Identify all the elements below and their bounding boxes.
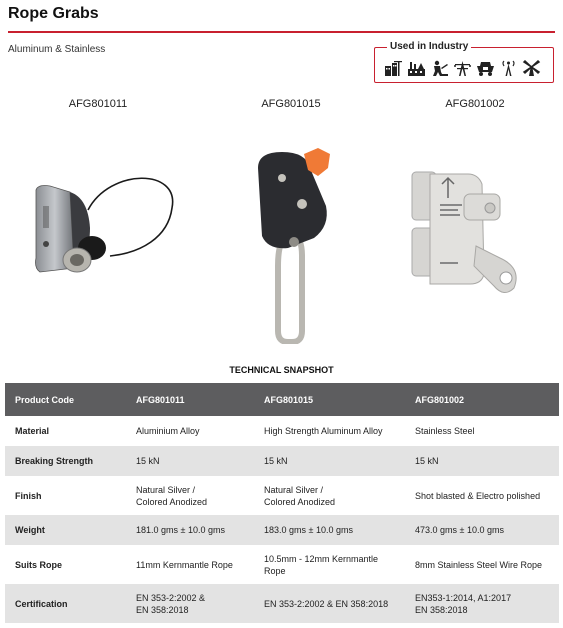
technical-snapshot-table xyxy=(5,383,559,623)
table-header-row xyxy=(5,383,559,416)
product-image-afg801011 xyxy=(30,168,180,288)
used-in-industry-label: Used in Industry xyxy=(387,41,471,52)
title-divider xyxy=(8,31,555,33)
table-header-cell: Product Code xyxy=(5,383,128,416)
oil-refinery-icon xyxy=(407,60,426,77)
table-cell: 11mm Kernmantle Rope xyxy=(128,545,256,584)
row-label: Finish xyxy=(5,476,128,515)
table-cell: 473.0 gms ± 10.0 gms xyxy=(407,515,559,545)
table-cell: 183.0 gms ± 10.0 gms xyxy=(256,515,407,545)
table-cell: 10.5mm - 12mm Kernmantle Rope xyxy=(256,545,407,584)
row-label: Certification xyxy=(5,584,128,623)
maintenance-worker-icon xyxy=(430,60,449,77)
windmill-icon xyxy=(522,60,541,77)
product-code-2: AFG801015 xyxy=(261,98,321,110)
table-row xyxy=(5,545,559,584)
product-code-3: AFG801002 xyxy=(445,98,505,110)
mining-icon xyxy=(476,60,495,77)
table-row xyxy=(5,584,559,623)
table-cell: Stainless Steel xyxy=(407,416,559,446)
table-cell: EN 353-2:2002 & EN 358:2018 xyxy=(256,584,407,623)
product-image-afg801015 xyxy=(248,146,338,344)
product-code-1: AFG801011 xyxy=(68,98,128,110)
page-title: Rope Grabs xyxy=(8,5,99,22)
table-cell: 15 kN xyxy=(256,446,407,476)
table-cell: EN353-1:2014, A1:2017 EN 358:2018 xyxy=(407,584,559,623)
telecom-tower-icon xyxy=(499,60,518,77)
row-label: Suits Rope xyxy=(5,545,128,584)
table-row xyxy=(5,446,559,476)
table-header-cell: AFG801015 xyxy=(256,383,407,416)
row-label: Breaking Strength xyxy=(5,446,128,476)
table-row xyxy=(5,416,559,446)
technical-snapshot-heading: TECHNICAL SNAPSHOT xyxy=(229,365,334,375)
table-cell: 181.0 gms ± 10.0 gms xyxy=(128,515,256,545)
table-cell: Shot blasted & Electro polished xyxy=(407,476,559,515)
table-cell: Aluminium Alloy xyxy=(128,416,256,446)
construction-icon xyxy=(384,60,403,77)
table-row xyxy=(5,476,559,515)
table-cell: EN 353-2:2002 & EN 358:2018 xyxy=(128,584,256,623)
page-subtitle: Aluminum & Stainless xyxy=(8,44,106,55)
table-cell: 8mm Stainless Steel Wire Rope xyxy=(407,545,559,584)
row-label: Weight xyxy=(5,515,128,545)
table-header-cell: AFG801011 xyxy=(128,383,256,416)
used-in-industry-panel xyxy=(374,41,554,83)
power-transmission-icon xyxy=(453,60,472,77)
table-cell: Natural Silver / Colored Anodized xyxy=(256,476,407,515)
product-image-afg801002 xyxy=(404,166,534,302)
table-cell: High Strength Aluminum Alloy xyxy=(256,416,407,446)
table-cell: 15 kN xyxy=(407,446,559,476)
row-label: Material xyxy=(5,416,128,446)
table-header-cell: AFG801002 xyxy=(407,383,559,416)
table-row xyxy=(5,515,559,545)
table-cell: Natural Silver / Colored Anodized xyxy=(128,476,256,515)
table-cell: 15 kN xyxy=(128,446,256,476)
